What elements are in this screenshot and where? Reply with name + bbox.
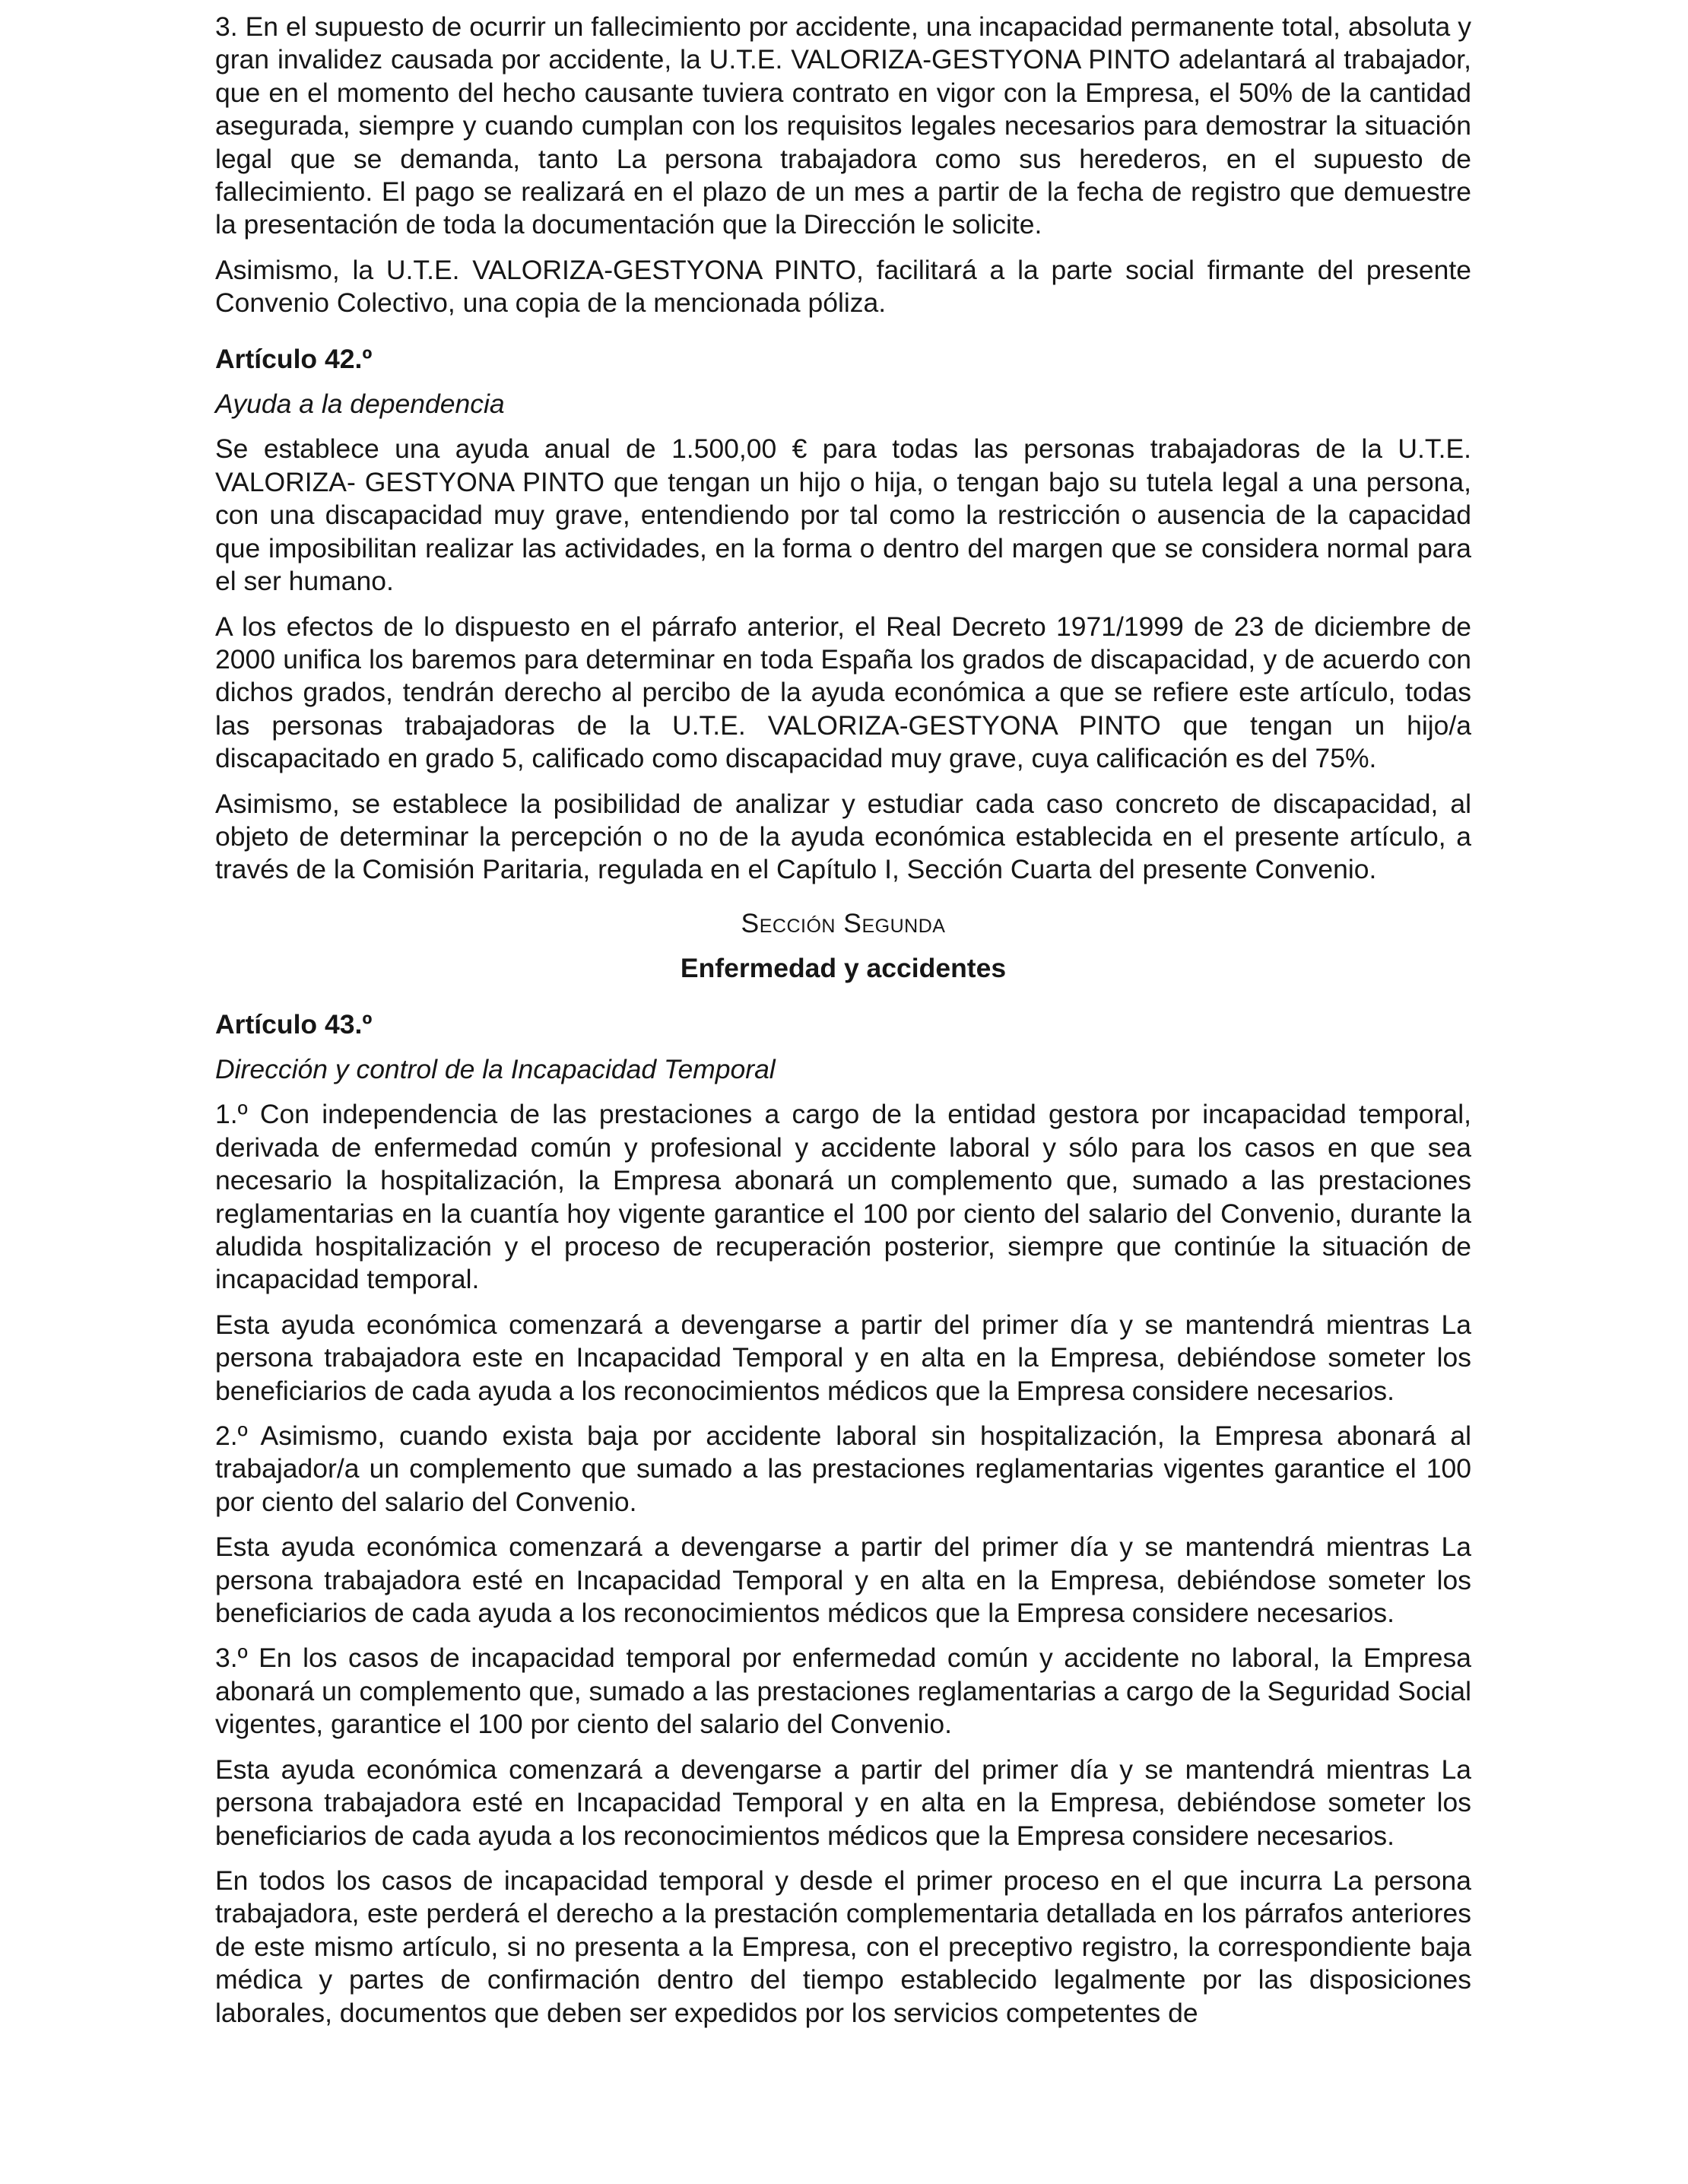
article-42-paragraph-2: A los efectos de lo dispuesto en el párrafo anterior, el Real Decreto 1971/1999 de 23 de diciembre de 2000 unifica los baremos para determinar en toda España los grados de discapacidad, y de acuerdo con dichos grados, tendrán derecho al percibo de la ayuda económica a que se refiere este artículo, todas las personas trabajadoras de la U.T.E. VALORIZA-GESTYONA PINTO que tengan un hijo/a discapacitado en grado 5, calificado como discapacidad muy grave, cuya calificación es del 75%. <box>215 611 1471 774</box>
article-43-paragraph-2b: Esta ayuda económica comenzará a devengarse a partir del primer día y se mantendrá mientras La persona trabajadora esté en Incapacidad Temporal y en alta en la Empresa, debiéndose someter los beneficiarios de cada ayuda a los reconocimientos médicos que la Empresa considere necesarios. <box>215 1532 1471 1629</box>
article-42-paragraph-3: Asimismo, se establece la posibilidad de analizar y estudiar cada caso concreto de discapacidad, al objeto de determinar la percepción o no de la ayuda económica establecida en el presente artículo, a través de la Comisión Paritaria, regulada en el Capítulo I, Sección Cuarta del presente Convenio. <box>215 788 1471 885</box>
paragraph-3: 3. En el supuesto de ocurrir un fallecimiento por accidente, una incapacidad permanente total, absoluta y gran invalidez causada por accidente, la U.T.E. VALORIZA-GESTYONA PINTO adelantará al trabajador, que en el momento del hecho causante tuviera contrato en vigor con la Empresa, el 50% de la cantidad asegurada, siempre y cuando cumplan con los requisitos legales necesarios para demostrar la situación legal que se demanda, tanto La persona trabajadora como sus herederos, en el supuesto de fallecimiento. El pago se realizará en el plazo de un mes a partir de la fecha de registro que demuestre la presentación de toda la documentación que la Dirección le solicite. <box>215 11 1471 240</box>
article-43-paragraph-3b: Esta ayuda económica comenzará a devengarse a partir del primer día y se mantendrá mientras La persona trabajadora esté en Incapacidad Temporal y en alta en la Empresa, debiéndose someter los beneficiarios de cada ayuda a los reconocimientos médicos que la Empresa considere necesarios. <box>215 1754 1471 1851</box>
section-label: Sección Segunda <box>741 907 946 938</box>
article-43-paragraph-4: En todos los casos de incapacidad temporal y desde el primer proceso en el que incurra La persona trabajadora, este perderá el derecho a la prestación complementaria detallada en los párrafos anteriores de este mismo artículo, si no presenta a la Empresa, con el preceptivo registro, la correspondiente baja médica y partes de confirmación dentro del tiempo establecido legalmente por las disposiciones laborales, documentos que deben ser expedidos por los servicios competentes de <box>215 1865 1471 2028</box>
article-43-subtitle: Dirección y control de la Incapacidad Temporal <box>215 1053 776 1084</box>
article-43-paragraph-3: 3.º En los casos de incapacidad temporal por enfermedad común y accidente no laboral, la Empresa abonará un complemento que, sumado a las prestaciones reglamentarias a cargo de la Seguridad Social vigentes, garantice el 100 por ciento del salario del Convenio. <box>215 1643 1471 1740</box>
article-42-subtitle: Ayuda a la dependencia <box>215 389 505 420</box>
article-43-paragraph-1b: Esta ayuda económica comenzará a devengarse a partir del primer día y se mantendrá mientras La persona trabajadora este en Incapacidad Temporal y en alta en la Empresa, debiéndose someter los beneficiarios de cada ayuda a los reconocimientos médicos que la Empresa considere necesarios. <box>215 1309 1471 1406</box>
article-43-paragraph-2: 2.º Asimismo, cuando exista baja por accidente laboral sin hospitalización, la Empresa abonará al trabajador/a un complemento que sumado a las prestaciones reglamentarias vigentes garantice el 100 por ciento del salario del Convenio. <box>215 1421 1471 1517</box>
document-page <box>215 11 1471 2030</box>
article-42-paragraph-1: Se establece una ayuda anual de 1.500,00 € para todas las personas trabajadoras de la U.T.E. VALORIZA- GESTYONA PINTO que tengan un hijo o hija, o tengan bajo su tutela legal a una persona, con una discapacidad muy grave, entendiendo por tal como la restricción o ausencia de la capacidad que imposibilitan realizar las actividades, en la forma o dentro del margen que se considera normal para el ser humano. <box>215 433 1471 597</box>
article-42-title: Artículo 42.º <box>215 343 373 374</box>
paragraph-asimismo-poliza: Asimismo, la U.T.E. VALORIZA-GESTYONA PINTO, facilitará a la parte social firmante del presente Convenio Colectivo, una copia de la mencionada póliza. <box>215 254 1471 319</box>
article-43-paragraph-1: 1.º Con independencia de las prestaciones a cargo de la entidad gestora por incapacidad temporal, derivada de enfermedad común y profesional y accidente laboral y sólo para los casos en que sea necesario la hospitalización, la Empresa abonará un complemento que, sumado a las prestaciones reglamentarias en la cuantía hoy vigente garantice el 100 por ciento del salario del Convenio, durante la aludida hospitalización y el proceso de recuperación posterior, siempre que continúe la situación de incapacidad temporal. <box>215 1099 1471 1295</box>
article-43-title: Artículo 43.º <box>215 1008 373 1040</box>
section-title: Enfermedad y accidentes <box>680 953 1007 984</box>
